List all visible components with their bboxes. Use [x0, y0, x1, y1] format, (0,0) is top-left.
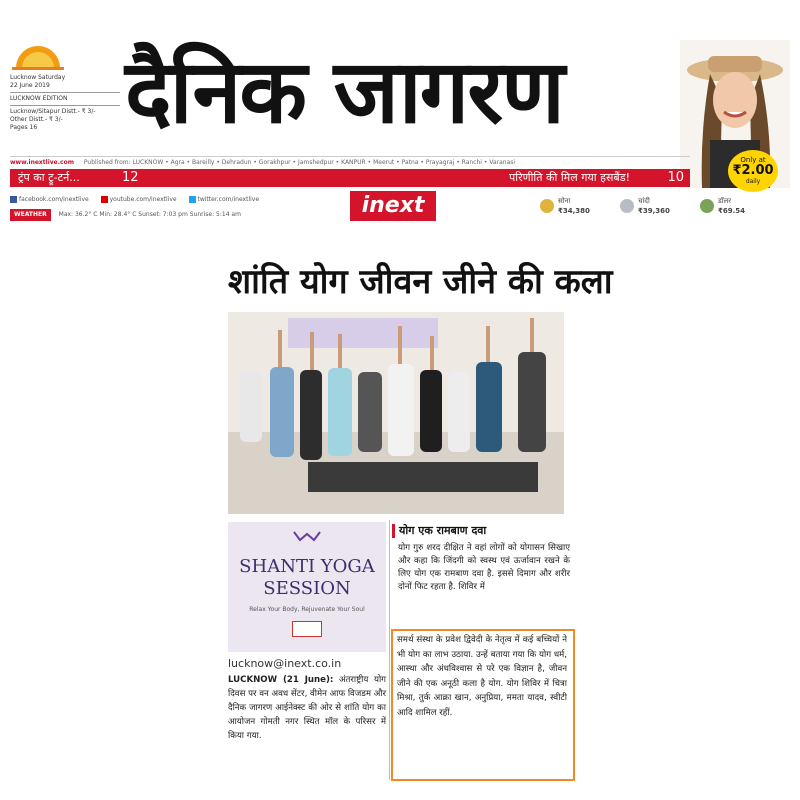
published-from: Published from: LUCKNOW • Agra • Bareilly • Dehradun • Gorakhpur • Jamshedpur • KANPUR • Meerut • Patna • Prayagraj • Ranchi • Varanasi — [83, 159, 516, 166]
shanti-yoga-poster — [228, 522, 386, 652]
edition-line: Lucknow Saturday — [10, 74, 66, 81]
commodity-name: डॉलर — [718, 197, 732, 205]
youtube-icon — [101, 196, 108, 203]
teaser-right-page: 10 — [667, 170, 684, 185]
poster-title-line2: SESSION — [263, 578, 351, 599]
inext-brand-logo: inext — [350, 191, 436, 221]
commodity-dollar — [700, 195, 756, 219]
commodity-gold — [540, 195, 596, 219]
facebook-icon — [10, 196, 17, 203]
commodity-value: ₹69.54 — [718, 207, 746, 215]
edition-line: Lucknow/Sitapur Distt.- ₹ 3/- — [10, 108, 96, 115]
edition-line: LUCKNOW EDITION — [10, 95, 68, 102]
wow-logo-icon — [292, 530, 322, 542]
reporter-email[interactable]: lucknow@inext.co.in — [228, 657, 342, 670]
price-label: Only at — [740, 156, 766, 164]
teaser-left[interactable]: ट्रंप का ट्रू-टर्न... — [18, 171, 80, 184]
article-headline: शांति योग जीवन जीने की कला — [228, 262, 613, 302]
commodity-value: ₹34,380 — [558, 207, 590, 215]
silver-icon — [620, 199, 634, 213]
article-left-column — [228, 673, 386, 743]
price-badge — [728, 150, 778, 192]
poster-title-line1: SHANTI YOGA — [239, 556, 375, 577]
edition-line: 22 June 2019 — [10, 82, 50, 89]
twitter-link[interactable]: twitter.com/inextlive — [189, 193, 260, 207]
commodity-silver — [620, 195, 676, 219]
twitter-icon — [189, 196, 196, 203]
teaser-band — [10, 169, 690, 187]
sun-logo-icon — [12, 40, 64, 70]
price-amount: ₹2.00 — [732, 163, 774, 178]
commodity-name: सोना — [558, 197, 571, 205]
edition-info — [10, 74, 120, 132]
teaser-left-page: 12 — [122, 170, 139, 185]
weather-text: Max: 36.2° C Min: 28.4° C Sunset: 7:03 pm Sunrise: 5:14 am — [58, 211, 241, 218]
newspaper-logo: दैनिक जागरण — [125, 39, 563, 143]
poster-tagline: Relax Your Body, Rejuvenate Your Soul — [249, 606, 365, 613]
website-bar — [10, 156, 690, 169]
poster-sponsor-badge — [292, 621, 322, 637]
facebook-link[interactable]: facebook.com/inextlive — [10, 193, 89, 207]
column-divider — [389, 520, 390, 780]
weather-label: WEATHER — [10, 209, 51, 221]
weather-strip — [10, 209, 340, 221]
social-links — [10, 193, 340, 207]
yoga-group-photo — [228, 312, 564, 514]
commodity-prices — [540, 195, 780, 221]
article-left-body: अंतराष्ट्रीय योग दिवस पर वन अवध सेंटर, वीमेन आफ विजडम और दैनिक जागरण आईनेक्स्ट की ओर से शांति योग का आयोजन गोमती नगर स्थित मॉल के परिसर में किया गया. — [228, 675, 387, 741]
youtube-link[interactable]: youtube.com/inextlive — [101, 193, 177, 207]
teaser-right[interactable]: परिणीति की मिल गया हसबैंड! — [509, 171, 630, 184]
website-link[interactable]: www.inextlive.com — [10, 159, 74, 166]
article-right-body: योग गुरु शरद दीक्षित ने वहां लोगों को योगासन सिखाए और कहा कि जिंदगी को स्वस्थ एवं ऊर्जावान रखने के लिए योग एक रामबाण दवा है. इससे दिमाग और शरीर दोनों फिट रहता है. शिविर में — [398, 543, 570, 592]
article-dateline: LUCKNOW (21 June): — [228, 675, 334, 685]
commodity-name: चांदी — [638, 197, 650, 205]
price-note: daily — [745, 178, 761, 185]
edition-line: Other Distt.- ₹ 3/- — [10, 116, 63, 123]
commodity-value: ₹39,360 — [638, 207, 670, 215]
subheading: योग एक रामबाण दवा — [392, 524, 577, 538]
highlighted-paragraph: समर्थ संस्था के प्रवेश द्विवेदी के नेतृत्व में कई बच्चियों ने भी योग का लाभ उठाया. उन्हें बताया गया कि योग धर्म, आस्था और अंधविश्वास से परे एक विज्ञान है, जीवन जीने की एक अनूठी कला है योग. योग शिविर में चित्रा मिश्रा, तुर्क आक्रा खान, अनुप्रिया, ममता यादव, स्वीटी आदि शामिल रहीं. — [397, 635, 567, 718]
gold-icon — [540, 199, 554, 213]
dollar-icon — [700, 199, 714, 213]
edition-line: Pages 16 — [10, 124, 38, 131]
